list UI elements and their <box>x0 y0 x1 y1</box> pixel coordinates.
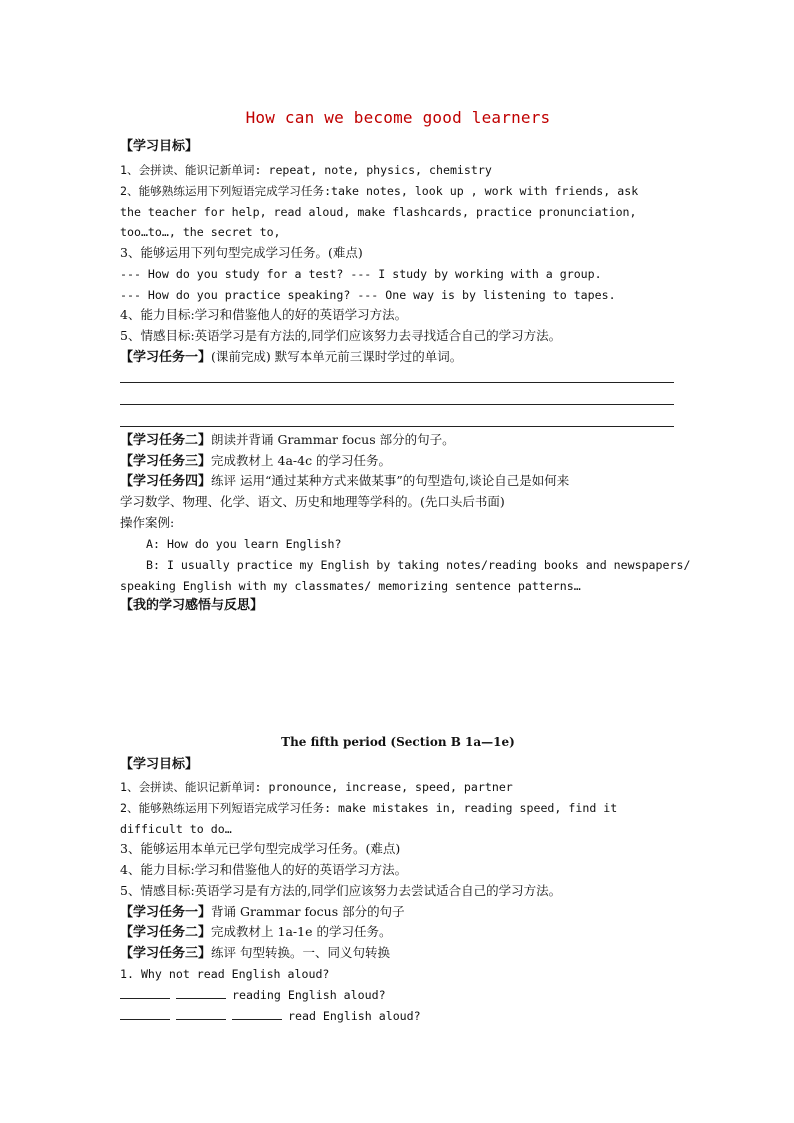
blank-3[interactable] <box>120 1007 170 1020</box>
goal-1: 1、会拼读、能识记新单词: repeat, note, physics, chemistry <box>120 163 492 177</box>
goal-3: 3、能够运用下列句型完成学习任务。(难点) <box>120 245 363 260</box>
goal-5: 5、情感目标:英语学习是有方法的,同学们应该努力去寻找适合自己的学习方法。 <box>120 328 562 343</box>
question-1: 1. Why not read English aloud? <box>120 967 330 981</box>
task-3 <box>120 451 676 472</box>
goals-heading: 【学习目标】 <box>120 139 199 154</box>
p2-task-1 <box>120 902 676 923</box>
task-1-heading: 【学习任务一】 <box>120 350 212 365</box>
example-a: A: How do you learn English? <box>146 537 342 551</box>
example-b-line-1: B: I usually practice my English by taking notes/reading books and newspapers/ <box>146 558 691 572</box>
blank-5[interactable] <box>232 1007 282 1020</box>
p2-task-1-text: 背诵 Grammar focus 部分的句子 <box>211 904 405 919</box>
example-label: 操作案例: <box>120 515 175 530</box>
answer-2-text: read English aloud? <box>288 1009 421 1023</box>
goal-2b: the teacher for help, read aloud, make flashcards, practice pronunciation, <box>120 205 637 219</box>
task-2-heading: 【学习任务二】 <box>120 433 212 448</box>
task-3-heading: 【学习任务三】 <box>120 454 212 469</box>
blank-1[interactable] <box>120 986 170 999</box>
p2-goal-3: 3、能够运用本单元已学句型完成学习任务。(难点) <box>120 841 401 856</box>
task-1 <box>120 347 676 368</box>
p2-goal-4: 4、能力目标:学习和借鉴他人的好的英语学习方法。 <box>120 862 408 877</box>
task-3-text: 完成教材上 4a-4c 的学习任务。 <box>211 453 392 468</box>
writing-line-1[interactable] <box>120 382 674 383</box>
blank-4[interactable] <box>176 1007 226 1020</box>
task-4 <box>120 471 676 492</box>
blank-2[interactable] <box>176 986 226 999</box>
goal-2a: 2、能够熟练运用下列短语完成学习任务:take notes, look up , work with friends, ask <box>120 184 639 198</box>
goal-4: 4、能力目标:学习和借鉴他人的好的英语学习方法。 <box>120 307 408 322</box>
p2-task-2-text: 完成教材上 1a-1e 的学习任务。 <box>211 924 392 939</box>
period-title: The fifth period (Section B 1a—1e) <box>281 735 515 749</box>
answer-1-text: reading English aloud? <box>232 988 386 1002</box>
task-4-text: 练评 运用“通过某种方式来做某事”的句型造句,谈论自己是如何来 <box>211 473 570 488</box>
example-b-line-2: speaking English with my classmates/ memorizing sentence patterns… <box>120 579 581 593</box>
p2-goal-2b: difficult to do… <box>120 822 232 836</box>
answer-line-2 <box>120 1006 676 1026</box>
document-title: How can we become good learners <box>245 108 551 127</box>
task-4-heading: 【学习任务四】 <box>120 474 212 489</box>
p2-goal-2a: 2、能够熟练运用下列短语完成学习任务: make mistakes in, reading speed, find it <box>120 801 618 815</box>
dialog-line-1: --- How do you study for a test? --- I study by working with a group. <box>120 267 602 281</box>
writing-line-2[interactable] <box>120 404 674 405</box>
p2-task-2-heading: 【学习任务二】 <box>120 925 212 940</box>
goal-2c: too…to…, the secret to, <box>120 225 281 239</box>
task-1-text: (课前完成) 默写本单元前三课时学过的单词。 <box>211 349 463 364</box>
p2-task-3 <box>120 943 676 964</box>
p2-task-3-text: 练评 句型转换。一、同义句转换 <box>211 945 390 960</box>
task-2-text: 朗读并背诵 Grammar focus 部分的句子。 <box>211 432 455 447</box>
goals-heading-2: 【学习目标】 <box>120 757 199 772</box>
answer-line-1 <box>120 985 676 1005</box>
p2-goal-1: 1、会拼读、能识记新单词: pronounce, increase, speed, partner <box>120 780 513 794</box>
p2-task-1-heading: 【学习任务一】 <box>120 905 212 920</box>
reflection-heading: 【我的学习感悟与反思】 <box>120 598 264 613</box>
dialog-line-2: --- How do you practice speaking? --- One way is by listening to tapes. <box>120 288 616 302</box>
writing-line-3[interactable] <box>120 426 674 427</box>
task-4-continued: 学习数学、物理、化学、语文、历史和地理等学科的。(先口头后书面) <box>120 494 505 509</box>
p2-task-2 <box>120 922 676 943</box>
p2-goal-5: 5、情感目标:英语学习是有方法的,同学们应该努力去尝试适合自己的学习方法。 <box>120 883 562 898</box>
p2-task-3-heading: 【学习任务三】 <box>120 946 212 961</box>
task-2 <box>120 430 676 451</box>
